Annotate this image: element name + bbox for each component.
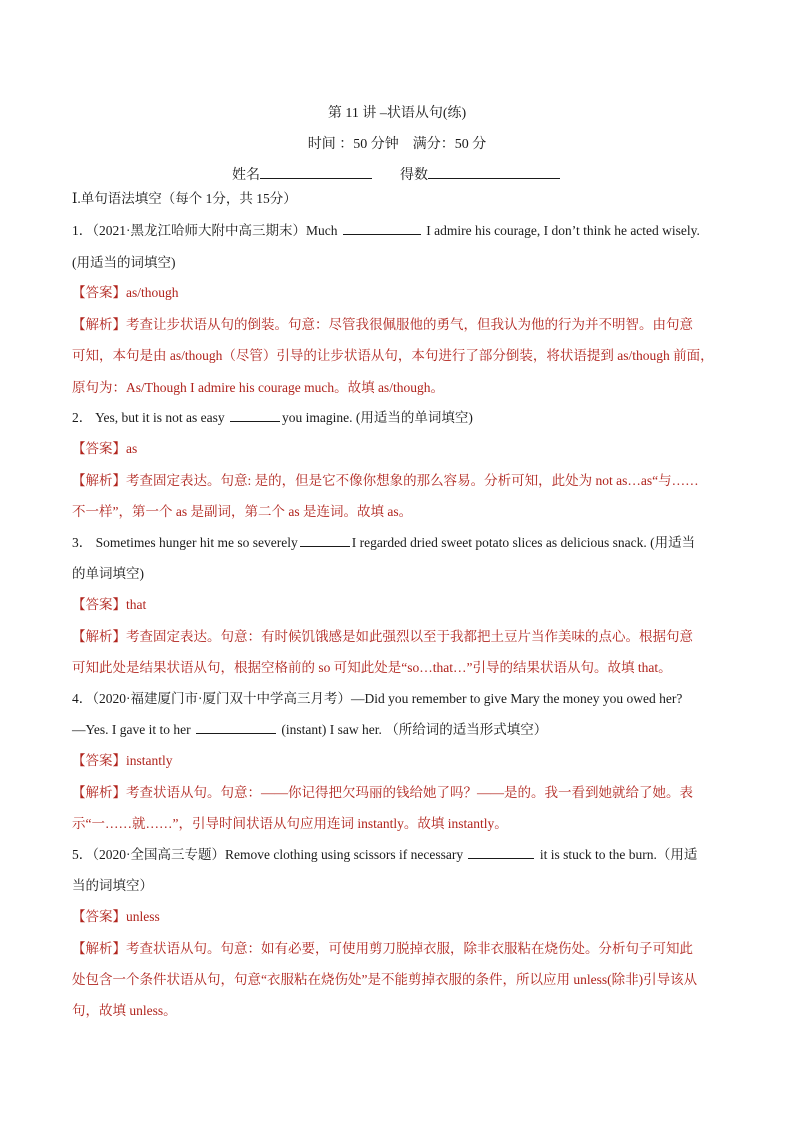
time-label: 时间 ：50 分钟 bbox=[307, 137, 399, 152]
score-blank[interactable] bbox=[428, 165, 560, 179]
score-field-label: 得数 bbox=[400, 168, 428, 183]
question-1-analysis-line-2: 可知，本句是由 as/though（尽管）引导的让步状语从句，本句进行了部分倒装，将状语提到 as/though 前面， bbox=[72, 348, 714, 363]
question-2-answer: 【答案】as bbox=[72, 441, 138, 456]
question-4-blank[interactable] bbox=[196, 721, 276, 734]
question-5-stem: 5．（2020·全国高三专题）Remove clothing using scissors if necessary it is stuck to the burn.（用适 bbox=[72, 847, 698, 862]
question-5-analysis-line-3: 句，故填 unless。 bbox=[72, 1003, 177, 1018]
question-3-analysis-line-2: 可知此处是结果状语从句，根据空格前的 so 可知此处是“so…that…”引导的结果状语从句。故填 that。 bbox=[72, 660, 672, 675]
question-3-answer: 【答案】that bbox=[72, 597, 147, 612]
question-1-blank[interactable] bbox=[343, 222, 421, 235]
question-2-blank[interactable] bbox=[230, 409, 280, 422]
question-5-answer: 【答案】unless bbox=[72, 909, 160, 924]
question-2-analysis-line-2: 不一样”，第一个 as 是副词，第二个 as 是连词。故填 as。 bbox=[72, 504, 413, 519]
name-blank[interactable] bbox=[260, 165, 372, 179]
question-3-blank[interactable] bbox=[300, 534, 350, 547]
section-heading: Ⅰ.单句语法填空（每个 1分，共 15分） bbox=[72, 191, 297, 206]
question-4-answer: 【答案】instantly bbox=[72, 753, 173, 768]
question-5-stem-cont: 当的词填空） bbox=[72, 878, 153, 893]
question-3-stem: 3． Sometimes hunger hit me so severely I regarded dried sweet potato slices as delicious snack. (用适当 bbox=[72, 535, 696, 550]
question-1-stem-cont: (用适当的词填空) bbox=[72, 255, 176, 270]
question-3-analysis: 【解析】考查固定表达。句意：有时候饥饿感是如此强烈以至于我都把土豆片当作美味的点心。根据句意 bbox=[72, 629, 693, 644]
question-2-analysis: 【解析】考查固定表达。句意: 是的，但是它不像你想象的那么容易。分析可知，此处为 not as…as“与…… bbox=[72, 473, 699, 488]
question-5-analysis: 【解析】考查状语从句。句意：如有必要，可使用剪刀脱掉衣服，除非衣服粘在烧伤处。分析句子可知此 bbox=[72, 941, 693, 956]
question-1-analysis-line-3: 原句为：As/Though I admire his courage much。故填 as/though。 bbox=[72, 380, 444, 395]
question-3-stem-cont: 的单词填空) bbox=[72, 566, 144, 581]
score-label: 满分：50 分 bbox=[412, 137, 487, 152]
question-4-stem-cont: —Yes. I gave it to her (instant) I saw her. （所给词的适当形式填空） bbox=[72, 722, 548, 737]
question-1-stem: 1．（2021·黑龙江哈师大附中高三期末）Much I admire his courage, I don’t think he acted wisely. bbox=[72, 223, 700, 238]
question-5-analysis-line-2: 处包含一个条件状语从句，句意“衣服粘在烧伤处”是不能剪掉衣服的条件，所以应用 unless(除非)引导该从 bbox=[72, 972, 698, 987]
name-label: 姓名 bbox=[232, 168, 260, 183]
name-score-row bbox=[232, 164, 560, 184]
question-4-analysis: 【解析】考查状语从句。句意：——你记得把欠玛丽的钱给她了吗？——是的。我一看到她就给了她。表 bbox=[72, 785, 693, 800]
question-2-stem: 2． Yes, but it is not as easy you imagine. (用适当的单词填空) bbox=[72, 410, 473, 425]
exam-meta bbox=[0, 133, 794, 153]
page-title: 第 11 讲 –状语从句(练) bbox=[327, 106, 467, 121]
question-1-answer: 【答案】as/though bbox=[72, 285, 179, 300]
question-1-analysis: 【解析】考查让步状语从句的倒装。句意：尽管我很佩服他的勇气，但我认为他的行为并不明智。由句意 bbox=[72, 317, 693, 332]
question-5-blank[interactable] bbox=[468, 846, 534, 859]
question-4-stem: 4．（2020·福建厦门市·厦门双十中学高三月考）—Did you remember to give Mary the money you owed her? bbox=[72, 691, 683, 706]
question-4-analysis-line-2: 示“一……就……”，引导时间状语从句应用连词 instantly。故填 instantly。 bbox=[72, 816, 508, 831]
